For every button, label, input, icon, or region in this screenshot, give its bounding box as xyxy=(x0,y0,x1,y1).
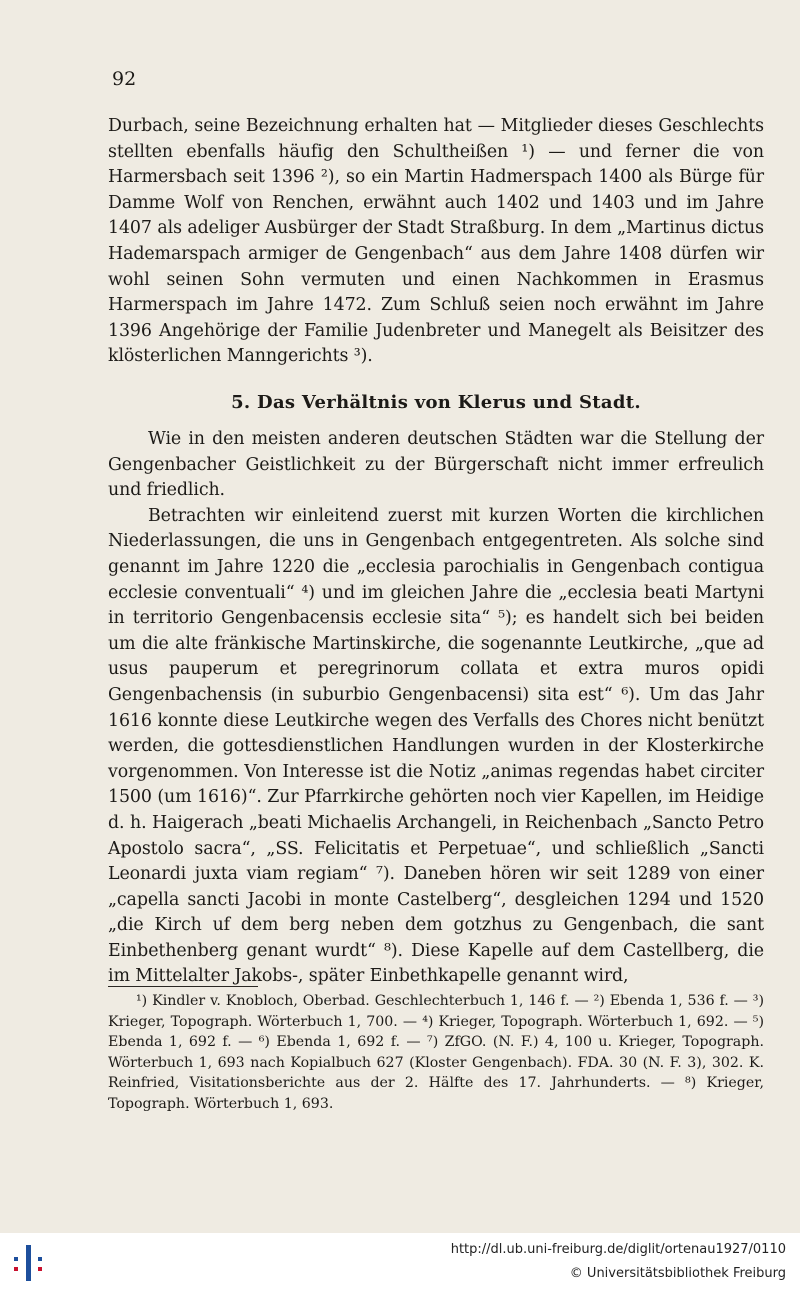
logo-bar-left-low xyxy=(14,1267,18,1271)
source-url-link[interactable]: http://dl.ub.uni-freiburg.de/diglit/ortenau1927/0110 xyxy=(450,1242,786,1257)
logo-bar-center xyxy=(26,1245,31,1281)
logo-bar-left xyxy=(14,1257,18,1261)
copyright-notice: © Universitätsbibliothek Freiburg xyxy=(569,1266,786,1281)
logo-bar-right xyxy=(38,1257,42,1261)
ub-freiburg-logo-icon xyxy=(10,1243,50,1283)
body-text-top xyxy=(108,114,764,370)
logo-bar-right-low xyxy=(38,1267,42,1271)
footnotes-text: ¹) Kindler v. Knobloch, Oberbad. Geschlechterbuch 1, 146 f. — ²) Ebenda 1, 536 f. — ³) Krieger, Topograph. Wörterbuch 1, 700. — ⁴) Krieger, Topograph. Wörterbuch 1, 692. — ⁵) Ebenda 1, 692 f. — ⁶) Ebenda 1, 692 f. — ⁷) ZfGO. (N. F.) 4, 100 u. Krieger, Topograph. Wörterbuch 1, 693 nach Kopialbuch 627 (Kloster Gengenbach). FDA. 30 (N. F. 3), 302. K. Reinfried, Visitationsberichte aus der 2. Hälfte des 17. Jahrhunderts. — ⁸) Krieger, Topograph. Wörterbuch 1, 693. xyxy=(108,993,764,1112)
footnote-separator xyxy=(108,986,258,987)
paragraph-2: Wie in den meisten anderen deutschen Städten war die Stellung der Gengenbacher Geistlichkeit zu der Bürgerschaft nicht immer erfreulich und friedlich. xyxy=(108,429,764,501)
section-heading: 5. Das Verhältnis von Klerus und Stadt. xyxy=(231,392,641,413)
body-text-main xyxy=(108,427,764,990)
footnotes xyxy=(108,991,764,1115)
paragraph-1: Durbach, seine Bezeichnung erhalten hat — Mitglieder dieses Geschlechts stellten ebenfalls häufig den Schultheißen ¹) — und ferner die von Harmersbach seit 1396 ²), so ein Martin Hadmerspach 1400 als Bürge für Damme Wolf von Renchen, erwähnt auch 1402 und 1403 und im Jahre 1407 als adeliger Ausbürger der Stadt Straßburg. In dem „Martinus dictus Hademarspach armiger de Gengenbach“ aus dem Jahre 1408 dürfen wir wohl seinen Sohn vermuten und einen Nachkommen in Erasmus Harmerspach im Jahre 1472. Zum Schluß seien noch erwähnt im Jahre 1396 Angehörige der Familie Judenbreter und Manegelt als Beisitzer des klösterlichen Manngerichts ³). xyxy=(108,116,764,367)
page-number: 92 xyxy=(112,68,137,90)
paragraph-3: Betrachten wir einleitend zuerst mit kurzen Worten die kirchlichen Niederlassungen, die uns in Gengenbach entgegentreten. Als solche sind genannt im Jahre 1220 die „ecclesia parochialis in Gengenbach contigua ecclesie conventuali“ ⁴) und im gleichen Jahre die „ecclesia beati Martyni in territorio Gengenbacensis ecclesie sita“ ⁵); es handelt sich bei beiden um die alte fränkische Martinskirche, die sogenannte Leutkirche, „que ad usus pauperum et peregrinorum collata et extra muros opidi Gengenbachensis (in suburbio Gengenbacensi) sita est“ ⁶). Um das Jahr 1616 konnte diese Leutkirche wegen des Verfalls des Chores nicht benützt werden, die gottesdienstlichen Handlungen wurden in der Klosterkirche vorgenommen. Von Interesse ist die Notiz „animas regendas habet circiter 1500 (um 1616)“. Zur Pfarrkirche gehörten noch vier Kapellen, im Heidige d. h. Haigerach „beati Michaelis Archangeli, in Reichenbach „Sancto Petro Apostolo sacra“, „SS. Felicitatis et Perpetuae“, und schließlich „Sancti Leonardi juxta viam regiam“ ⁷). Daneben hören wir seit 1289 von einer „capella sancti Jacobi in monte Castelberg“, desgleichen 1294 und 1520 „die Kirch uf dem berg neben dem gotzhus zu Gengenbach, die sant Einbethenberg genant wurdt“ ⁸). Diese Kapelle auf dem Castellberg, die im Mittelalter Jakobs-, später Einbethkapelle genannt wird, xyxy=(108,505,764,987)
